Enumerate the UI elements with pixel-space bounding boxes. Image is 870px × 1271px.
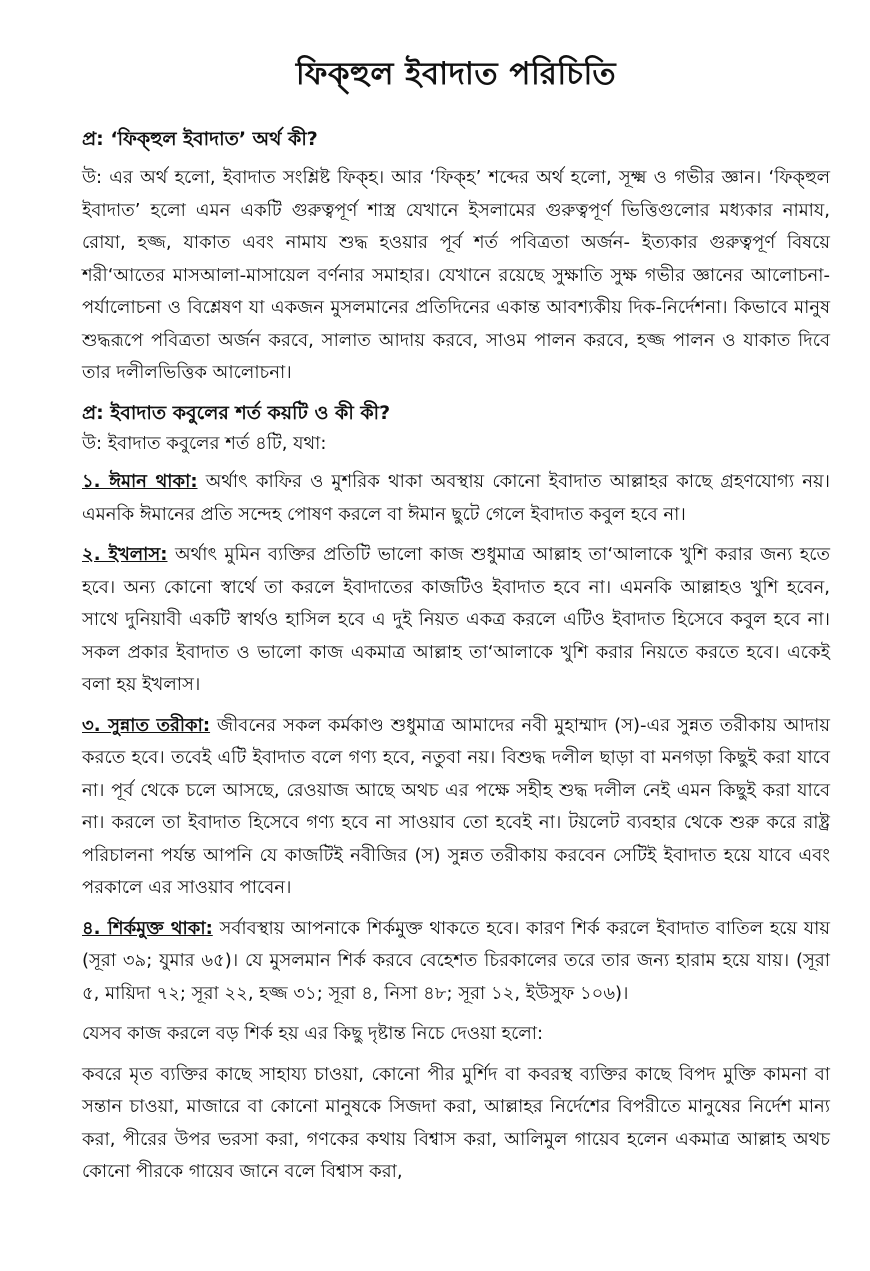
condition-item bbox=[82, 710, 830, 905]
condition-label: ২. ইখলাস: bbox=[82, 544, 168, 565]
question-2: প্র: ইবাদাত কবুলের শর্ত কয়টি ও কী কী? bbox=[82, 401, 391, 424]
condition-item bbox=[82, 913, 830, 1011]
condition-item bbox=[82, 539, 830, 702]
page-title: ফিক্‌হুল ইবাদাত পরিচিতি bbox=[295, 56, 617, 92]
condition-text: অর্থাৎ কাফির ও মুশরিক থাকা অবস্থায় কোনো ইবাদাত আল্লাহর কাছে গ্রহণযোগ্য নয়। এমনকি ঈমানের প্রতি সন্দেহ পোষণ করলে বা ঈমান ছুটে গেলে ইবাদাত কবুল হবে না। bbox=[82, 471, 830, 525]
condition-item bbox=[82, 466, 830, 531]
condition-label: ৪. শির্কমুক্ত থাকা: bbox=[82, 917, 213, 939]
answer-2: উ: ইবাদাত কবুলের শর্ত ৪টি, যথা: bbox=[82, 432, 327, 454]
examples-text: কবরে মৃত ব্যক্তির কাছে সাহায্য চাওয়া, কোনো পীর মুর্শিদ বা কবরস্থ ব্যক্তির কাছে বিপদ মুক্তি কামনা বা সন্তান চাওয়া, মাজারে বা কোনো মানুষকে সিজদা করা, আল্লাহর নির্দেশের বিপরীতে মানুষের নির্দেশ মান্য করা, পীরের উপর ভরসা করা, গণকের কথায় বিশ্বাস করা, আলিমুল গায়েব হলেন একমাত্র আল্লাহ অথচ কোনো পীরকে গায়েব জানে বলে বিশ্বাস করা, bbox=[82, 1063, 830, 1182]
condition-label: ৩. সুন্নাত তরীকা: bbox=[82, 714, 211, 736]
condition-text: অর্থাৎ মুমিন ব্যক্তির প্রতিটি ভালো কাজ শুধুমাত্র আল্লাহ তা‘আলাকে খুশি করার জন্য হতে হবে। অন্য কোনো স্বার্থে তা করলে ইবাদাতের কাজটিও ইবাদাত হবে না। এমনকি আল্লাহও খুশি হবেন, সাথে দুনিয়াবী একটি স্বার্থও হাসিল হবে এ দুই নিয়ত একত্র করলে এটিও ইবাদাত হিসেবে কবুল হবে না। সকল প্রকার ইবাদাত ও ভালো কাজ একমাত্র আল্লাহ তা‘আলাকে খুশি করার নিয়তে করতে হবে। একেই বলা হয় ইখলাস। bbox=[82, 544, 830, 695]
answer-1: উ: এর অর্থ হলো, ইবাদাত সংশ্লিষ্ট ফিক্‌হ। আর ‘ফিক্‌হ’ শব্দের অর্থ হলো, সূক্ষ্ম ও গভীর জ্ঞান। ‘ফিক্‌হুল ইবাদাত’ হলো এমন একটি গুরুত্বপূর্ণ শাস্ত্র যেখানে ইসলামের গুরুত্বপূর্ণ ভিত্তিগুলোর মধ্যকার নামায, রোযা, হজ্জ, যাকাত এবং নামায শুদ্ধ হওয়ার পূর্ব শর্ত পবিত্রতা অর্জন- ইত্যকার গুরুত্বপূর্ণ বিষয়ে শরী‘আতের মাসআলা-মাসায়েল বর্ণনার সমাহার। যেখানে রয়েছে সুক্ষাতি সুক্ষ গভীর জ্ঞানের আলোচনা-পর্যালোচনা ও বিশ্লেষণ যা একজন মুসলমানের প্রতিদিনের একান্ত আবশ্যকীয় দিক-নির্দেশনা। কিভাবে মানুষ শুদ্ধরূপে পবিত্রতা অর্জন করবে, সালাত আদায় করবে, সাওম পালন করবে, হজ্জ পালন ও যাকাত দিবে তার দলীলভিত্তিক আলোচনা। bbox=[82, 167, 830, 383]
condition-label: ১. ঈমান থাকা: bbox=[82, 471, 198, 492]
question-1: প্র: ‘ফিক্‌হুল ইবাদাত’ অর্থ কী? bbox=[82, 128, 318, 150]
condition-text: জীবনের সকল কর্মকাণ্ড শুধুমাত্র আমাদের নবী মুহাম্মাদ (স)-এর সুন্নত তরীকায় আদায় করতে হবে। তবেই এটি ইবাদাত বলে গণ্য হবে, নতুবা নয়। বিশুদ্ধ দলীল ছাড়া বা মনগড়া কিছুই করা যাবে না। পূর্ব থেকে চলে আসছে, রেওয়াজ আছে অথচ এর পক্ষে সহীহ শুদ্ধ দলীল নেই এমন কিছুই করা যাবে না। করলে তা ইবাদাত হিসেবে গণ্য হবে না সাওয়াব তো হবেই না। টয়লেট ব্যবহার থেকে শুরু করে রাষ্ট্র পরিচালনা পর্যন্ত আপনি যে কাজটিই নবীজির (স) সুন্নত তরীকায় করবেন সেটিই ইবাদাত হয়ে যাবে এবং পরকালে এর সাওয়াব পাবেন। bbox=[82, 714, 830, 898]
condition-text: সর্বাবস্থায় আপনাকে শির্কমুক্ত থাকতে হবে। কারণ শির্ক করলে ইবাদাত বাতিল হয়ে যায় (সূরা ৩৯; যুমার ৬৫)। যে মুসলমান শির্ক করবে বেহেশত চিরকালের তরে তার জন্য হারাম হয়ে যায়। (সূরা ৫, মায়িদা ৭২; সূরা ২২, হজ্জ ৩১; সূরা ৪, নিসা ৪৮; সূরা ১২, ইউসুফ ১০৬)। bbox=[82, 917, 831, 1004]
examples-intro: যেসব কাজ করলে বড় শির্ক হয় এর কিছু দৃষ্টান্ত নিচে দেওয়া হলো: bbox=[82, 1023, 544, 1044]
